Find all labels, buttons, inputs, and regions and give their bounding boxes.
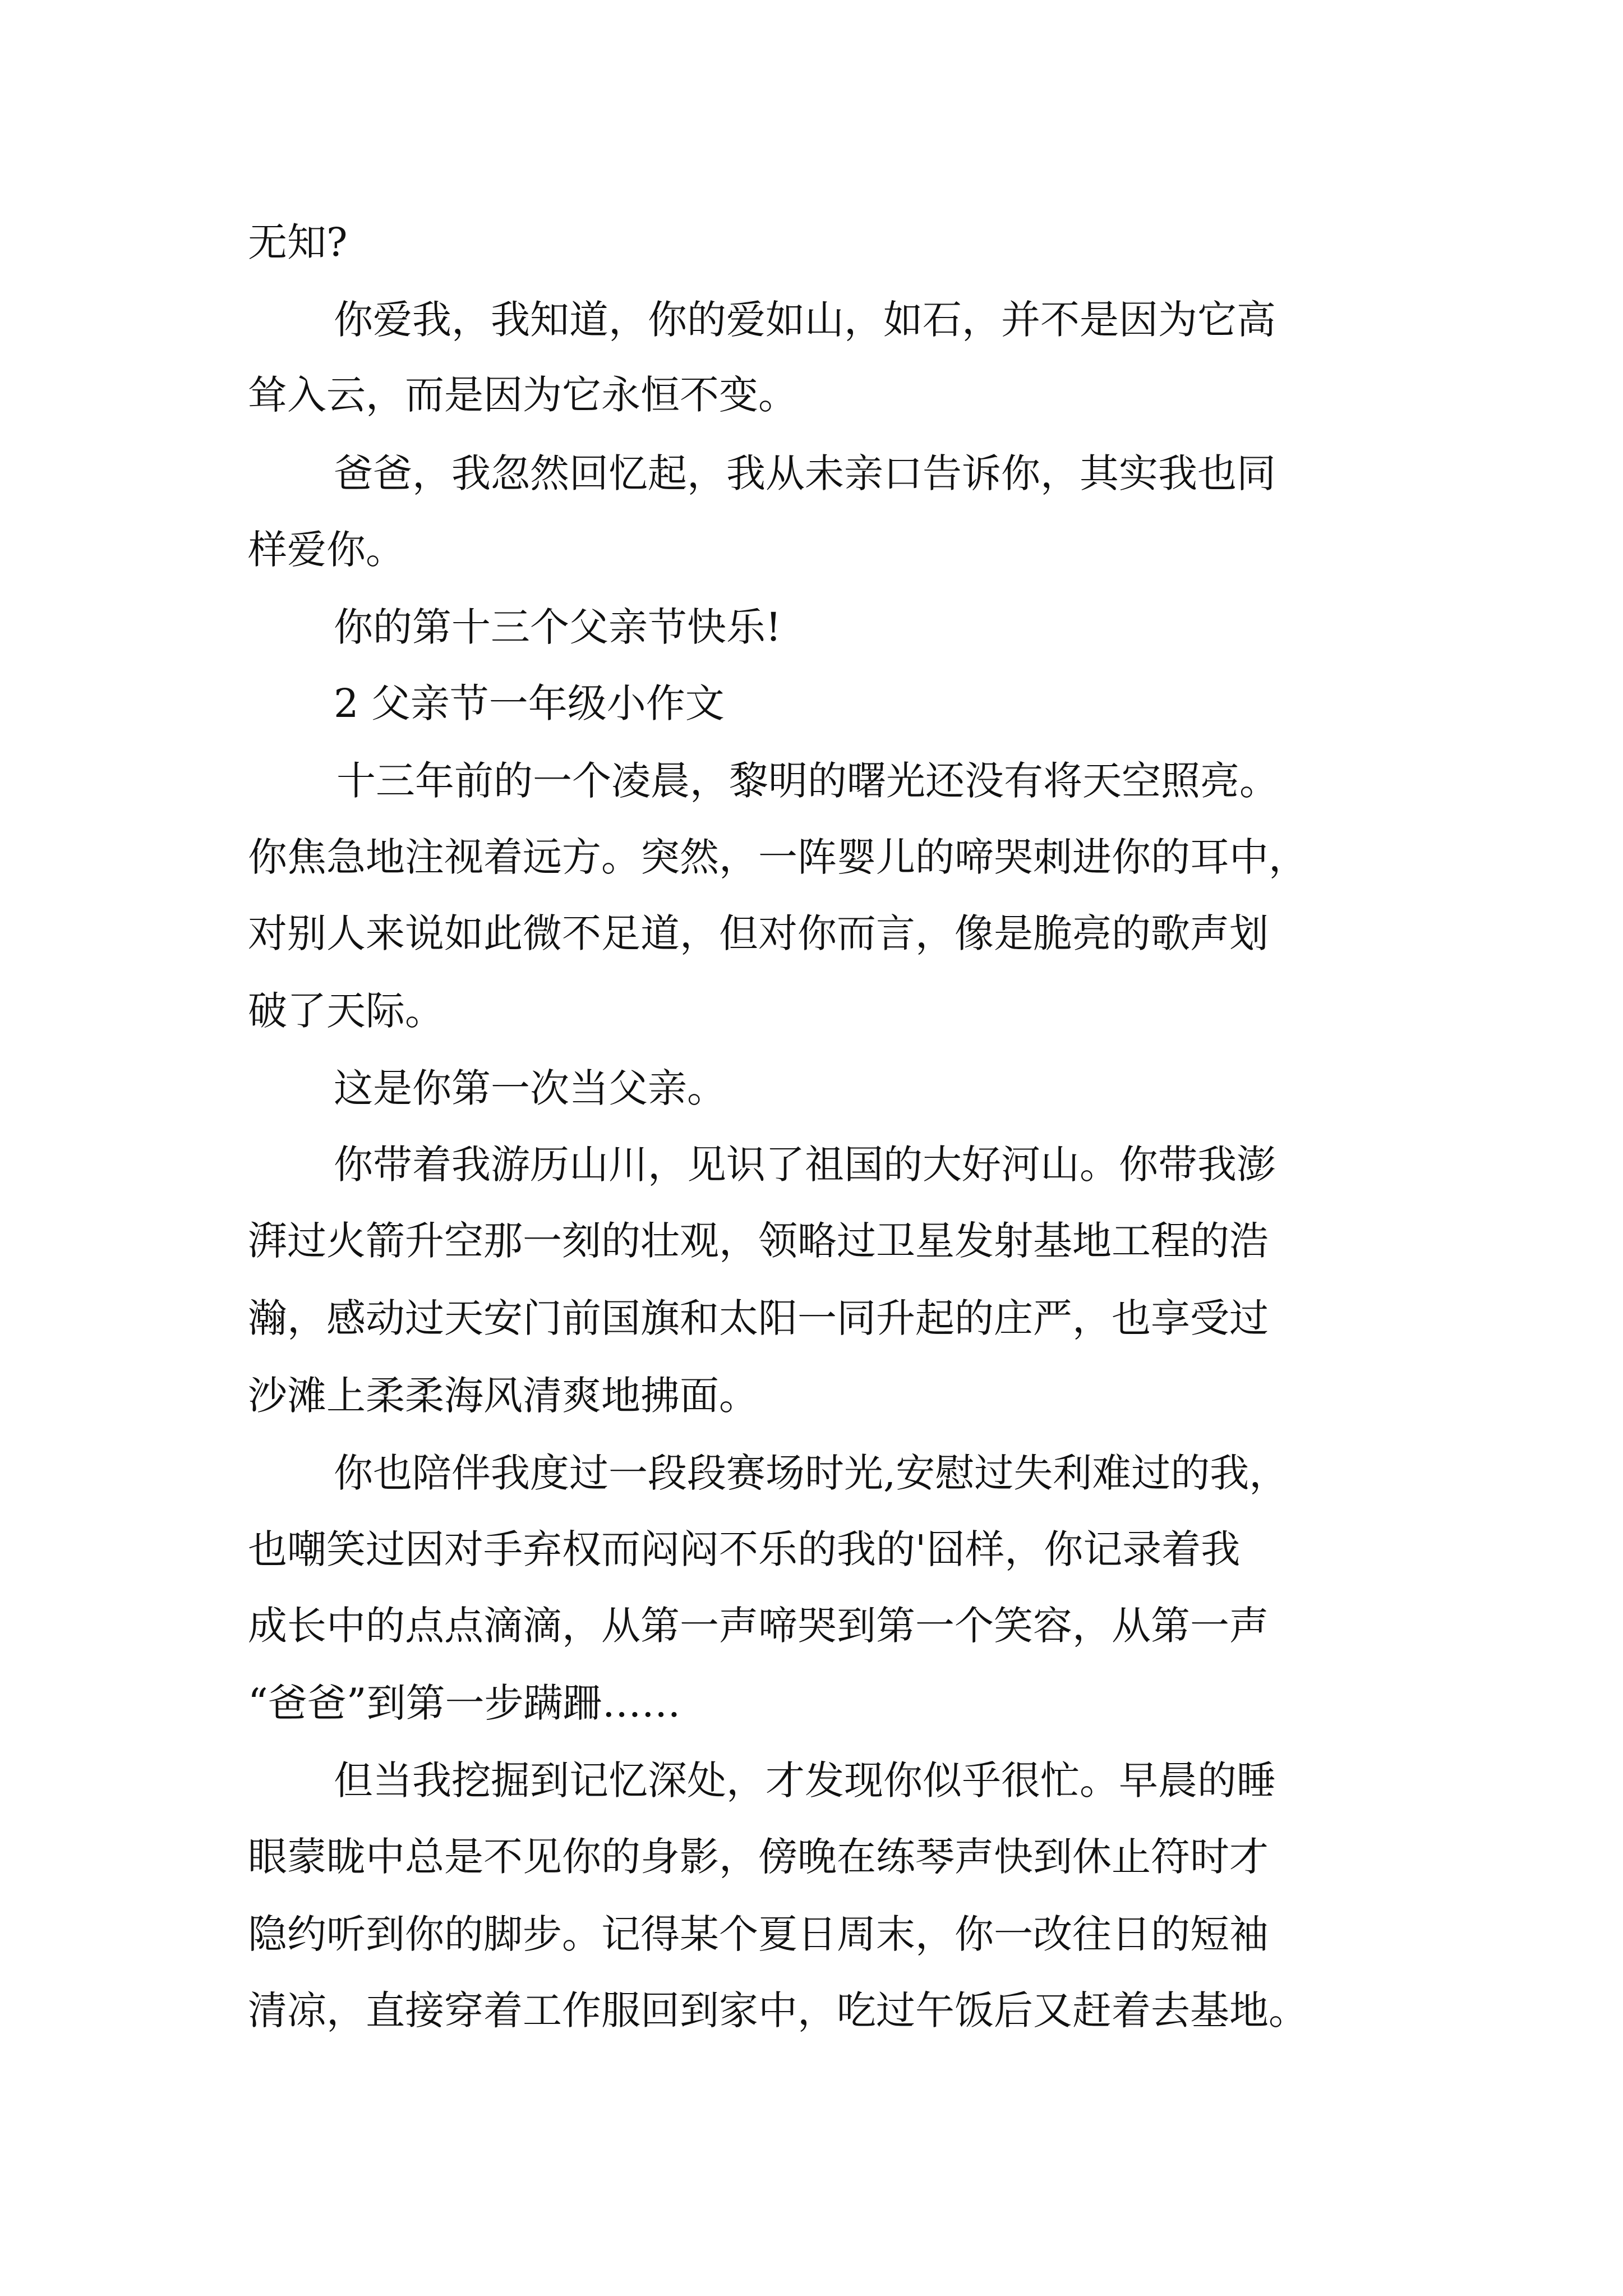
text-line: 对别人来说如此微不足道，但对你而言，像是脆亮的歌声划 bbox=[248, 910, 1269, 956]
text-line: 你焦急地注视着远方。突然，一阵婴儿的啼哭刺进你的耳中， bbox=[248, 834, 1308, 880]
text-line: 成长中的点点滴滴，从第一声啼哭到第一个笑容，从第一声 bbox=[248, 1603, 1269, 1649]
text-line: 瀚，感动过天安门前国旗和太阳一同升起的庄严，也享受过 bbox=[248, 1295, 1269, 1341]
text-line: 你爱我，我知道，你的爱如山，如石，并不是因为它高 bbox=[334, 297, 1276, 343]
text-line: 样爱你。 bbox=[248, 527, 405, 573]
text-line: 清凉，直接穿着工作服回到家中，吃过午饭后又赶着去基地。 bbox=[248, 1987, 1308, 2033]
text-line: “爸爸”到第一步蹒跚…… bbox=[248, 1680, 681, 1726]
text-line: 你的第十三个父亲节快乐! bbox=[334, 604, 782, 650]
text-line: 十三年前的一个凌晨，黎明的曙光还没有将天空照亮。 bbox=[336, 758, 1279, 804]
text-line: 无知? bbox=[248, 219, 348, 265]
text-line: 眼蒙眬中总是不见你的身影，傍晚在练琴声快到休止符时才 bbox=[248, 1834, 1269, 1880]
text-line: 隐约听到你的脚步。记得某个夏日周末，你一改往日的短袖 bbox=[248, 1911, 1269, 1957]
text-line: 破了天际。 bbox=[248, 988, 444, 1034]
text-line: 也嘲笑过因对手弃权而闷闷不乐的我的'囧样，你记录着我 bbox=[248, 1526, 1241, 1572]
text-line: 但当我挖掘到记忆深处，才发现你似乎很忙。早晨的睡 bbox=[334, 1757, 1276, 1803]
text-line: 你也陪伴我度过一段段赛场时光,安慰过失利难过的我， bbox=[334, 1450, 1289, 1496]
text-line: 湃过火箭升空那一刻的壮观，领略过卫星发射基地工程的浩 bbox=[248, 1218, 1269, 1264]
text-line: 爸爸，我忽然回忆起，我从未亲口告诉你，其实我也同 bbox=[334, 450, 1276, 496]
text-line: 这是你第一次当父亲。 bbox=[334, 1065, 726, 1111]
text-line: 耸入云，而是因为它永恒不变。 bbox=[248, 372, 797, 418]
text-line: 你带着我游历山川，见识了祖国的大好河山。你带我澎 bbox=[334, 1142, 1276, 1188]
text-line: 2 父亲节一年级小作文 bbox=[334, 680, 725, 726]
text-line: 沙滩上柔柔海风清爽地拂面。 bbox=[248, 1373, 758, 1419]
